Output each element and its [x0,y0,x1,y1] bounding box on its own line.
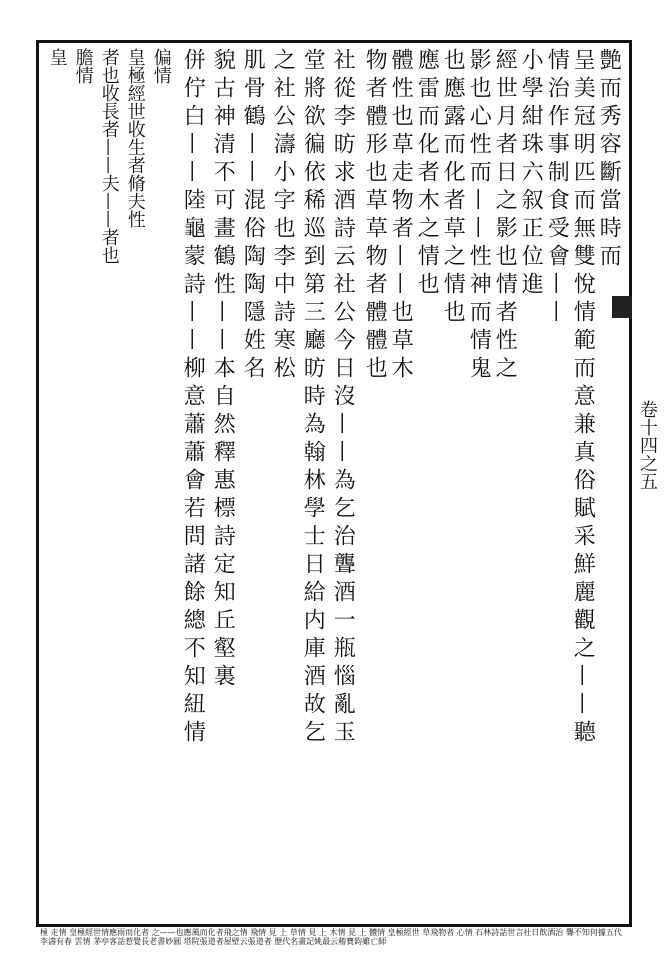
text-column [362,48,386,920]
column-text: 貌古神清不可畫鶴性——本自然釋惠標詩定知丘壑裏 [210,48,236,692]
column-text: 也應露而化者草之情也 [440,48,466,328]
text-column [300,48,324,920]
frame-left [36,40,39,927]
column-text: 影也心性而——性神而情鬼 [466,48,492,384]
inline-note-huang_ji [124,48,146,920]
inline-text: 皇極經世收生者脩夫性 [124,48,146,228]
inline-text: 草情 [289,928,309,937]
inline-text: 飛情 [250,928,269,937]
inline-note-huang [46,48,68,920]
inline-text: 草飛物者 [422,928,457,937]
inline-text: 者也收長者——夫——者也 [98,48,120,264]
column-text: 艶而秀容斷當時而 [596,48,622,272]
inline-text: 皇極經世情應雨而化者 [69,928,152,937]
column-text: 經世月者日之影也情者性之 [492,48,518,384]
inline-text: 皇 [46,48,68,66]
inline-text: 木情 [329,928,349,937]
inline-text: 膽情 [72,48,94,84]
column-text: 情治作事制食受會—— [544,48,570,328]
inline-text: 體情 [369,928,388,937]
inline-text: 之——也應風而化者飛之情 [151,928,251,937]
inline-note-pian_qing [150,48,172,920]
text-column [518,48,542,920]
text-column [544,48,568,920]
inline-text: 雲情 [74,937,94,947]
text-column [570,48,594,920]
column-text: 體性也草走物者——也草木 [388,48,414,384]
frame-bottom [36,924,632,927]
text-column [240,48,264,920]
inline-text: 見 [308,928,319,937]
column-text: 之社公濤小字也李中詩寒松 [270,48,296,384]
column-text: 小學紺珠六叙正位進 [518,48,544,300]
text-column [466,48,490,920]
column-text: 物者體形也草草物者體體也 [362,48,388,384]
frame-top [36,40,632,43]
text-column [414,48,438,920]
column-text: 應雷而化者木之情也 [414,48,440,300]
inline-text: 上 [358,928,370,937]
inline-text: 極 [40,928,51,937]
text-column [270,48,294,920]
text-column [440,48,464,920]
inline-note-yi_zhe [98,48,120,920]
inline-note-dan_qing [72,48,94,920]
inline-text: 偏情 [150,48,172,84]
fold-tab-text: 卷十四之五 [637,400,658,490]
inline-text: 聾不知何據五代李濤有春 [40,928,622,947]
inline-text: 見 [348,928,359,937]
column-text: 併佇白——陸龜蒙詩——柳意蕭蕭會若問諸餘總不知紐情 [180,48,206,748]
inline-text: 石林詩話世言社日飲酒治 [475,928,566,937]
text-column [180,48,204,920]
text-column [596,48,620,920]
inline-text: 茅亭客話惹覺長老書妙圓 [93,937,184,947]
text-column [330,48,354,920]
inline-text: 歷代名畫記姚最云稽寶鈞雖亡師 [274,937,387,947]
inline-text: 上 [279,928,290,937]
inline-text: 皇極經世 [387,928,423,937]
column-text: 堂將欲徧依稀巡到第三廳昉時為翰林學士日給内庫酒故乞 [300,48,326,748]
text-column [388,48,412,920]
inline-text: 見 [268,928,280,937]
inline-text: 上 [318,928,330,937]
column-text: 呈美冠明匹而無雙悅情範而意兼真俗賦采鮮麗觀之——聽 [570,48,596,748]
frame-right [629,40,632,927]
inline-text: 走情 [50,928,70,937]
inline-text: 塔院張道者屋壁云張道者 [183,937,275,947]
inline-text: 心情 [456,928,476,937]
text-column [492,48,516,920]
column-text: 肌骨鶴——混俗陶陶隱姓名 [240,48,266,384]
inline-notes-rest [40,928,628,966]
column-text: 社從李昉求酒詩云社公今日沒——為乞治聾酒一瓶惱亂玉 [330,48,356,748]
text-column [210,48,234,920]
